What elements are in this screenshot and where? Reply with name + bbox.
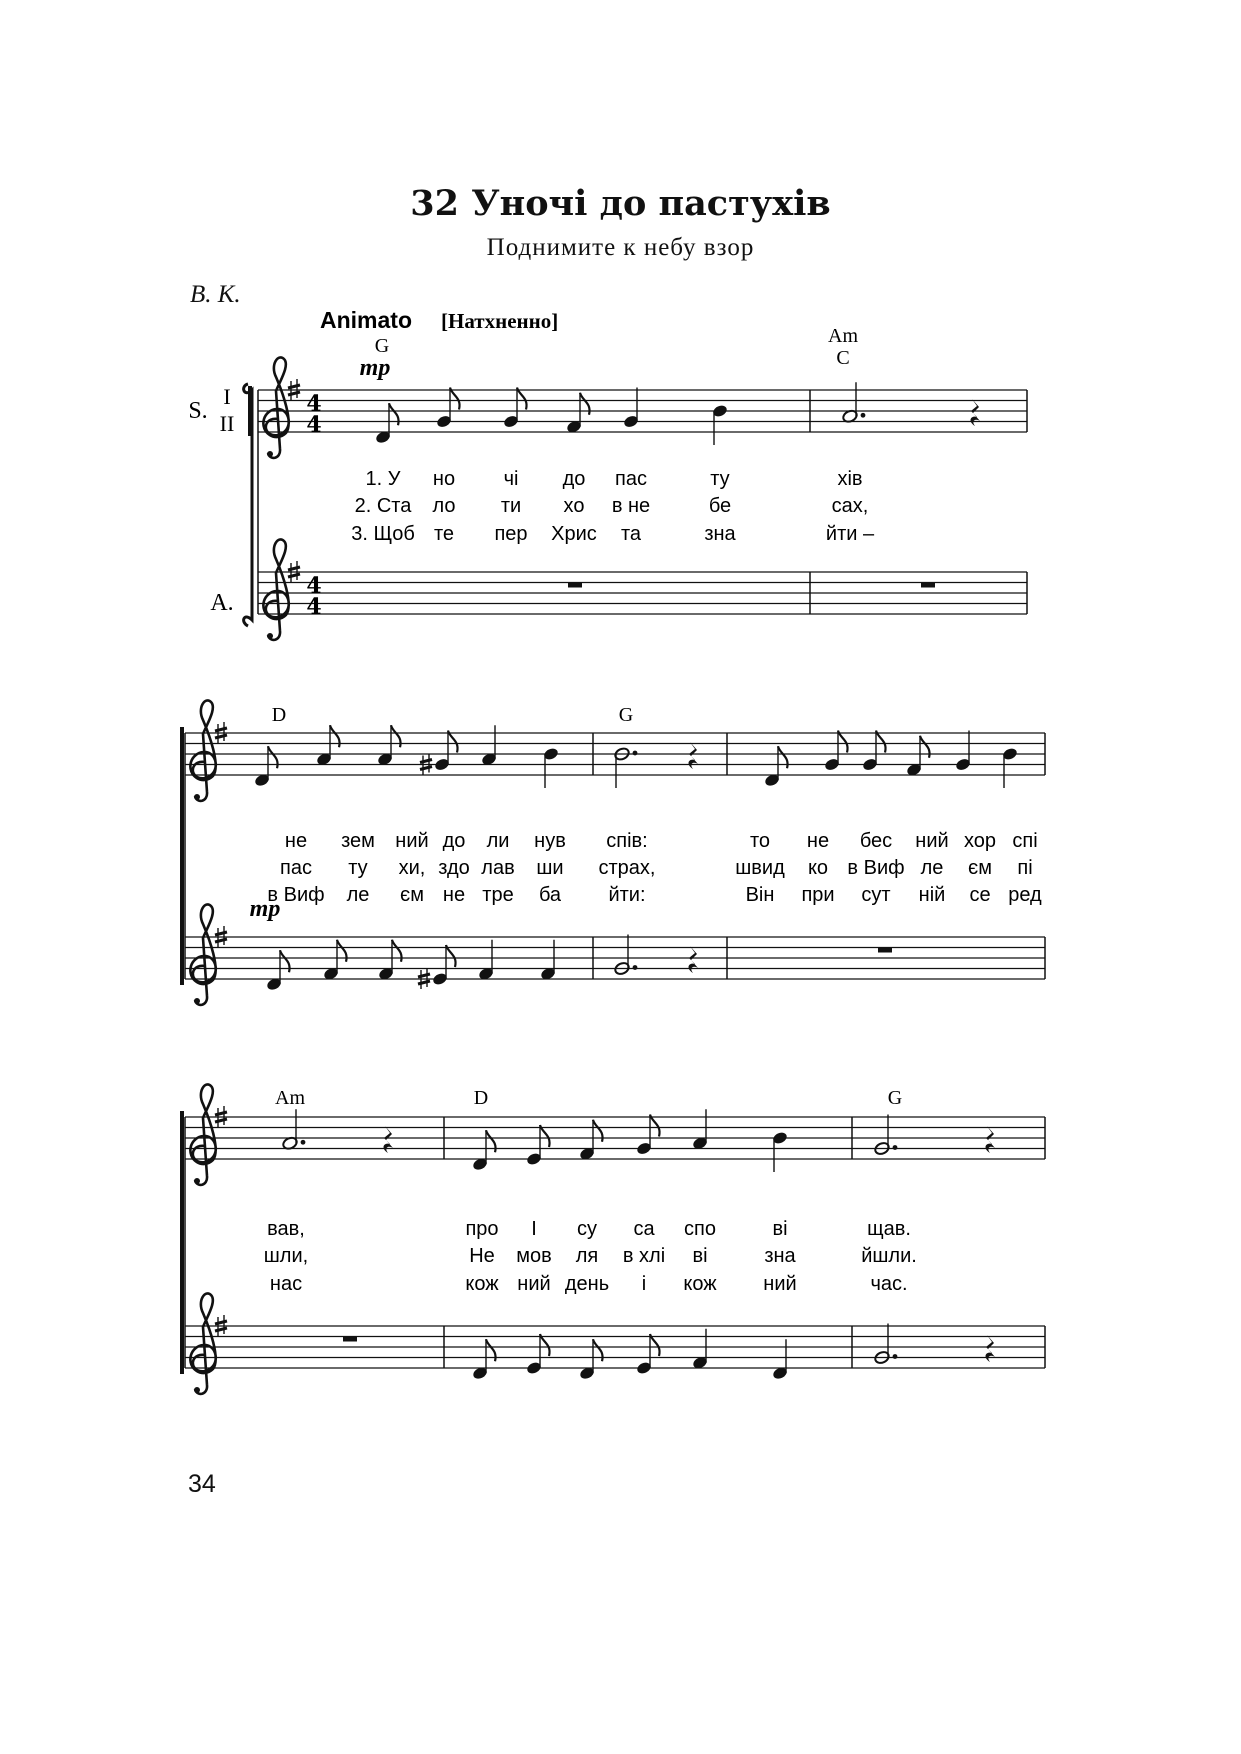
alto-staff [185, 937, 1045, 979]
lyric-syllable: зна [764, 1245, 796, 1267]
alto-staff [258, 572, 1027, 614]
quarter-note [692, 1109, 709, 1150]
lyric-syllable: не [442, 884, 466, 906]
song-subtitle: Поднимите к небу взор [486, 234, 755, 261]
lyric-syllable: йшли. [861, 1245, 917, 1267]
lyric-syllable: тре [482, 884, 514, 906]
voice-label-soprano-1: I [223, 384, 231, 409]
eighth-note [472, 1130, 496, 1171]
lyric-syllable: спо [684, 1218, 716, 1240]
eighth-note [764, 746, 788, 787]
lyric-syllable: сут [861, 884, 891, 906]
lyric-syllable: то [749, 830, 771, 852]
chord-symbol: Am [828, 325, 858, 347]
quarter-note [481, 725, 498, 766]
eighth-note [862, 731, 886, 772]
eighth-note [503, 388, 527, 429]
voice-label-alto: A. [210, 590, 234, 616]
treble-clef [190, 1293, 215, 1394]
lyric-syllable: хор [963, 830, 997, 852]
lyric-syllable: ний [517, 1273, 551, 1295]
lyric-syllable: те [433, 523, 455, 545]
voice-label-soprano: S. [188, 398, 208, 424]
lyric-syllable: пер [494, 523, 528, 545]
quarter-note [772, 1339, 789, 1380]
lyric-syllable: бес [859, 830, 893, 852]
lyric-syllable: нас [269, 1273, 303, 1295]
lyric-syllable: в не [611, 495, 651, 517]
lyric-syllable: мов [516, 1245, 552, 1267]
lyric-syllable: здо [438, 857, 470, 879]
lyric-syllable: страх, [598, 857, 656, 879]
lyric-syllable: ний [915, 830, 949, 852]
lyric-syllable: не [284, 830, 308, 852]
half-note [614, 935, 638, 976]
eighth-note [420, 731, 458, 775]
half-note [614, 747, 638, 788]
lyric-syllable: хи, [398, 857, 426, 879]
whole-rest [343, 1337, 357, 1342]
time-signature-bottom: 4 [306, 594, 322, 620]
quarter-note [1002, 747, 1019, 788]
page-number: 34 [188, 1470, 216, 1498]
lyric-syllable: ний [763, 1273, 797, 1295]
lyric-syllable: са [633, 1218, 655, 1240]
lyric-syllable: кож [465, 1273, 499, 1295]
lyric-syllable: час. [870, 1273, 908, 1295]
eighth-note [266, 950, 290, 991]
half-note [874, 1115, 898, 1156]
eighth-note [323, 940, 347, 981]
soprano-staff [185, 1117, 1045, 1159]
dynamic-marking: mp [249, 896, 281, 922]
lyric-syllable: пас [615, 468, 647, 490]
eighth-note [636, 1115, 660, 1156]
song-title: 32 Уночі до пастухів [410, 183, 831, 224]
lyric-syllable: су [577, 1218, 597, 1240]
eighth-note [579, 1120, 603, 1161]
lyric-syllable: ши [536, 857, 564, 879]
lyric-syllable: ти [500, 495, 522, 517]
lyric-syllable: ко [807, 857, 829, 879]
lyric-syllable: спів: [606, 830, 648, 852]
lyric-syllable: бе [708, 495, 732, 517]
lyric-syllable: в Виф [847, 857, 905, 879]
lyric-syllable: І [531, 1218, 537, 1240]
treble-clef [190, 1084, 215, 1185]
chord-symbol: G [374, 335, 390, 357]
lyric-syllable: ту [348, 857, 368, 879]
eighth-note [472, 1339, 496, 1380]
tempo-marking: Animato [320, 307, 412, 333]
lyric-syllable: ту [710, 468, 730, 490]
lyric-syllable: Не [469, 1245, 495, 1267]
whole-rest [568, 583, 582, 588]
chord-symbol: D [271, 704, 287, 726]
treble-clef [263, 357, 288, 458]
chord-symbol: Am [275, 1087, 305, 1109]
lyric-syllable: пас [280, 857, 312, 879]
chord-symbol: G [887, 1087, 903, 1109]
half-note [842, 382, 866, 423]
lyric-syllable: чі [503, 468, 519, 490]
dynamic-marking: mp [359, 355, 391, 381]
lyric-syllable: ний [395, 830, 429, 852]
quarter-note [955, 731, 972, 772]
lyric-syllable: пі [1017, 857, 1033, 879]
lyric-syllable: ли [486, 830, 510, 852]
eighth-note [316, 725, 340, 766]
chord-symbol: C [836, 347, 850, 369]
lyric-syllable: ле [346, 884, 370, 906]
lyric-syllable: єм [400, 884, 424, 906]
lyric-syllable: спі [1012, 830, 1038, 852]
eighth-note [436, 388, 460, 429]
eighth-note [375, 403, 399, 444]
lyric-syllable: ло [432, 495, 456, 517]
voice-label-soprano-2: II [219, 411, 235, 436]
lyric-syllable: до [562, 468, 586, 490]
lyric-syllable: ле [920, 857, 944, 879]
eighth-note [418, 945, 456, 989]
lyric-syllable: Він [745, 884, 775, 906]
lyric-syllable: но [432, 468, 456, 490]
lyric-syllable: ві [692, 1245, 708, 1267]
treble-clef [190, 904, 215, 1005]
lyric-syllable: і [641, 1273, 647, 1295]
tempo-translation: [Натхненно] [441, 309, 559, 333]
eighth-note [254, 746, 278, 787]
lyric-syllable: в Виф [267, 884, 325, 906]
eighth-note [377, 725, 401, 766]
lyric-syllable: при [801, 884, 835, 906]
quarter-note [692, 1329, 709, 1370]
lyric-syllable: 1. У [365, 468, 401, 490]
lyric-syllable: до [442, 830, 466, 852]
lyric-syllable: хів [837, 468, 863, 490]
whole-rest [921, 583, 935, 588]
eighth-note [579, 1339, 603, 1380]
quarter-note [772, 1131, 789, 1172]
quarter-note [478, 940, 495, 981]
lyric-syllable: ред [1008, 884, 1042, 906]
chord-symbol: D [473, 1087, 489, 1109]
soprano-staff [258, 390, 1027, 432]
eighth-note [378, 940, 402, 981]
lyric-syllable: йти: [608, 884, 646, 906]
time-signature-top: 4 [306, 573, 322, 599]
lyric-syllable: щав. [867, 1218, 911, 1240]
lyric-syllable: в хлі [622, 1245, 666, 1267]
lyric-syllable: ба [538, 884, 562, 906]
lyric-syllable: швид [735, 857, 785, 879]
lyric-syllable: єм [968, 857, 992, 879]
lyric-syllable: ній [918, 884, 946, 906]
lyric-syllable: день [564, 1273, 610, 1295]
lyric-syllable: шли, [263, 1245, 309, 1267]
eighth-note [824, 731, 848, 772]
alto-staff [185, 1326, 1045, 1368]
lyric-syllable: сах, [831, 495, 869, 517]
half-note [874, 1324, 898, 1365]
lyric-syllable: зем [341, 830, 375, 852]
lyric-syllable: йти – [825, 523, 875, 545]
eighth-note [526, 1334, 550, 1375]
lyric-syllable: ві [772, 1218, 788, 1240]
lyric-syllable: 2. Ста [354, 495, 412, 517]
treble-clef [190, 700, 215, 801]
lyric-syllable: нув [534, 830, 566, 852]
time-signature-bottom: 4 [306, 412, 322, 438]
quarter-note [623, 388, 640, 429]
half-note [282, 1109, 306, 1150]
quarter-note [712, 404, 729, 445]
lyric-syllable: не [806, 830, 830, 852]
eighth-note [636, 1334, 660, 1375]
lyric-syllable: 3. Щоб [351, 523, 415, 545]
lyric-syllable: се [969, 884, 991, 906]
lyric-syllable: Хрис [551, 523, 597, 545]
lyric-syllable: про [465, 1218, 499, 1240]
lyric-syllable: кож [683, 1273, 717, 1295]
quarter-note [540, 940, 557, 981]
lyric-syllable: ля [575, 1245, 599, 1267]
chord-symbol: G [618, 704, 634, 726]
lyric-syllable: та [620, 523, 642, 545]
lyric-syllable: хо [563, 495, 585, 517]
whole-rest [878, 948, 892, 953]
lyric-syllable: зна [704, 523, 736, 545]
eighth-note [526, 1125, 550, 1166]
time-signature-top: 4 [306, 391, 322, 417]
lyric-syllable: лав [481, 857, 515, 879]
eighth-note [566, 393, 590, 434]
quarter-note [543, 747, 560, 788]
eighth-note [906, 736, 930, 777]
lyric-syllable: вав, [267, 1218, 305, 1240]
treble-clef [263, 539, 288, 640]
author-initials: В. К. [190, 281, 241, 308]
